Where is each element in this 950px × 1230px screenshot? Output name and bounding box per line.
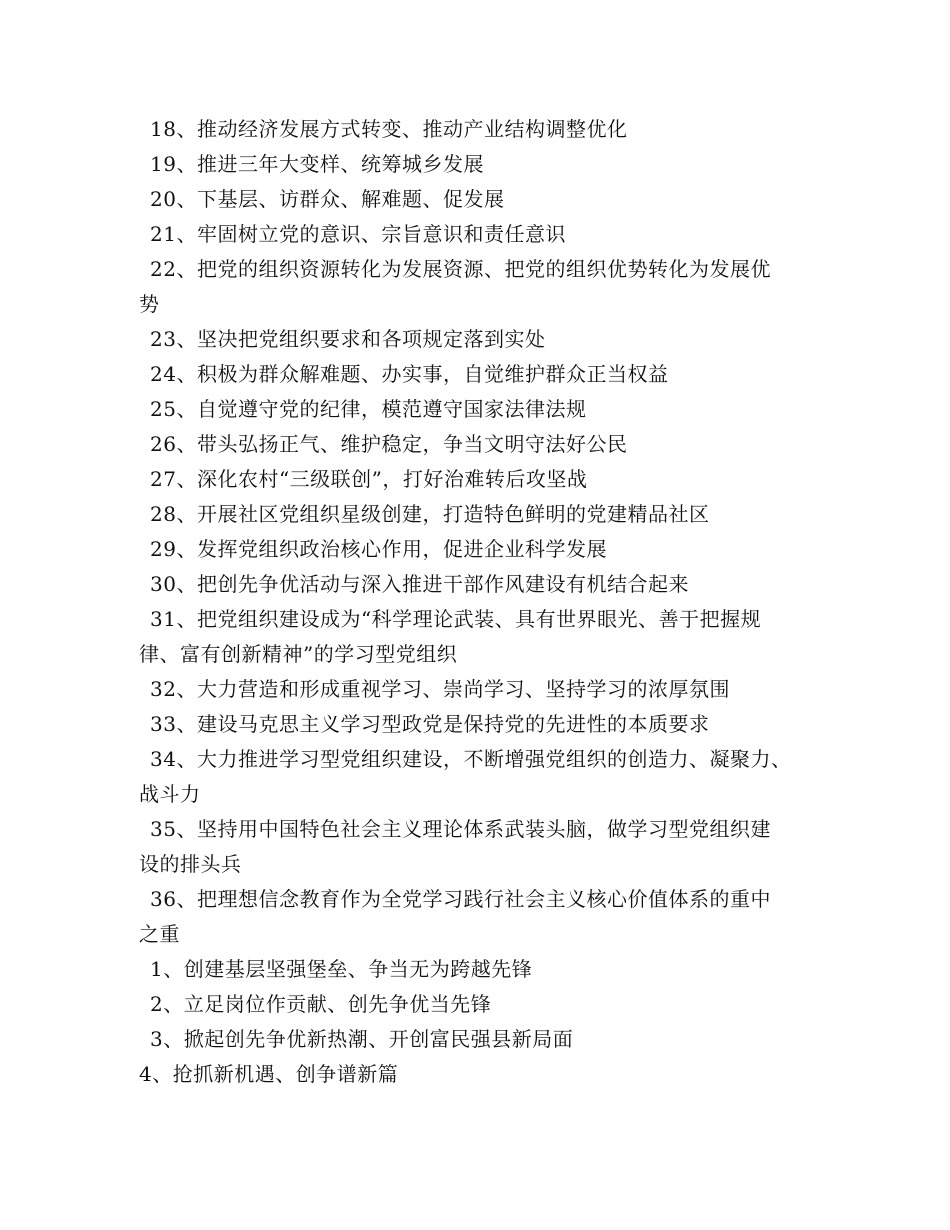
text-line: 34、大力推进学习型党组织建设，不断增强党组织的创造力、凝聚力、: [150, 747, 792, 771]
text-line: 战斗力: [139, 782, 201, 806]
text-line: 35、坚持用中国特色社会主义理论体系武装头脑，做学习型党组织建: [150, 817, 771, 841]
text-line: 律、富有创新精神”的学习型党组织: [139, 642, 458, 666]
document-body: [139, 112, 829, 1092]
text-line: 25、自觉遵守党的纪律，模范遵守国家法律法规: [150, 397, 587, 421]
text-line: 27、深化农村“三级联创”，打好治难转后攻坚战: [150, 467, 588, 491]
text-line: 21、牢固树立党的意识、宗旨意识和责任意识: [150, 222, 566, 246]
text-line: 36、把理想信念教育作为全党学习践行社会主义核心价值体系的重中: [150, 887, 771, 911]
text-line: 26、带头弘扬正气、维护稳定，争当文明守法好公民: [150, 432, 628, 456]
text-line: 33、建设马克思主义学习型政党是保持党的先进性的本质要求: [150, 712, 710, 736]
text-line: 设的排头兵: [139, 852, 242, 876]
text-line: 19、推进三年大变样、统筹城乡发展: [150, 152, 484, 176]
text-line: 31、把党组织建设成为“科学理论武装、具有世界眼光、善于把握规: [150, 607, 762, 631]
text-line: 32、大力营造和形成重视学习、崇尚学习、坚持学习的浓厚氛围: [150, 677, 730, 701]
text-line: 4、抢抓新机遇、创争谱新篇: [139, 1062, 399, 1086]
text-line: 2、立足岗位作贡献、创先争优当先锋: [150, 992, 492, 1016]
text-line: 28、开展社区党组织星级创建，打造特色鲜明的党建精品社区: [150, 502, 710, 526]
text-line: 之重: [139, 922, 180, 946]
text-line: 20、下基层、访群众、解难题、促发展: [150, 187, 505, 211]
text-line: 22、把党的组织资源转化为发展资源、把党的组织优势转化为发展优: [150, 257, 771, 281]
text-line: 势: [139, 292, 160, 316]
text-line: 1、创建基层坚强堡垒、争当无为跨越先锋: [150, 957, 533, 981]
text-line: 24、积极为群众解难题、办实事，自觉维护群众正当权益: [150, 362, 669, 386]
text-line: 3、掀起创先争优新热潮、开创富民强县新局面: [150, 1027, 574, 1051]
text-line: 23、坚决把党组织要求和各项规定落到实处: [150, 327, 546, 351]
text-line: 29、发挥党组织政治核心作用，促进企业科学发展: [150, 537, 607, 561]
text-line: 18、推动经济发展方式转变、推动产业结构调整优化: [150, 117, 628, 141]
text-line: 30、把创先争优活动与深入推进干部作风建设有机结合起来: [150, 572, 689, 596]
